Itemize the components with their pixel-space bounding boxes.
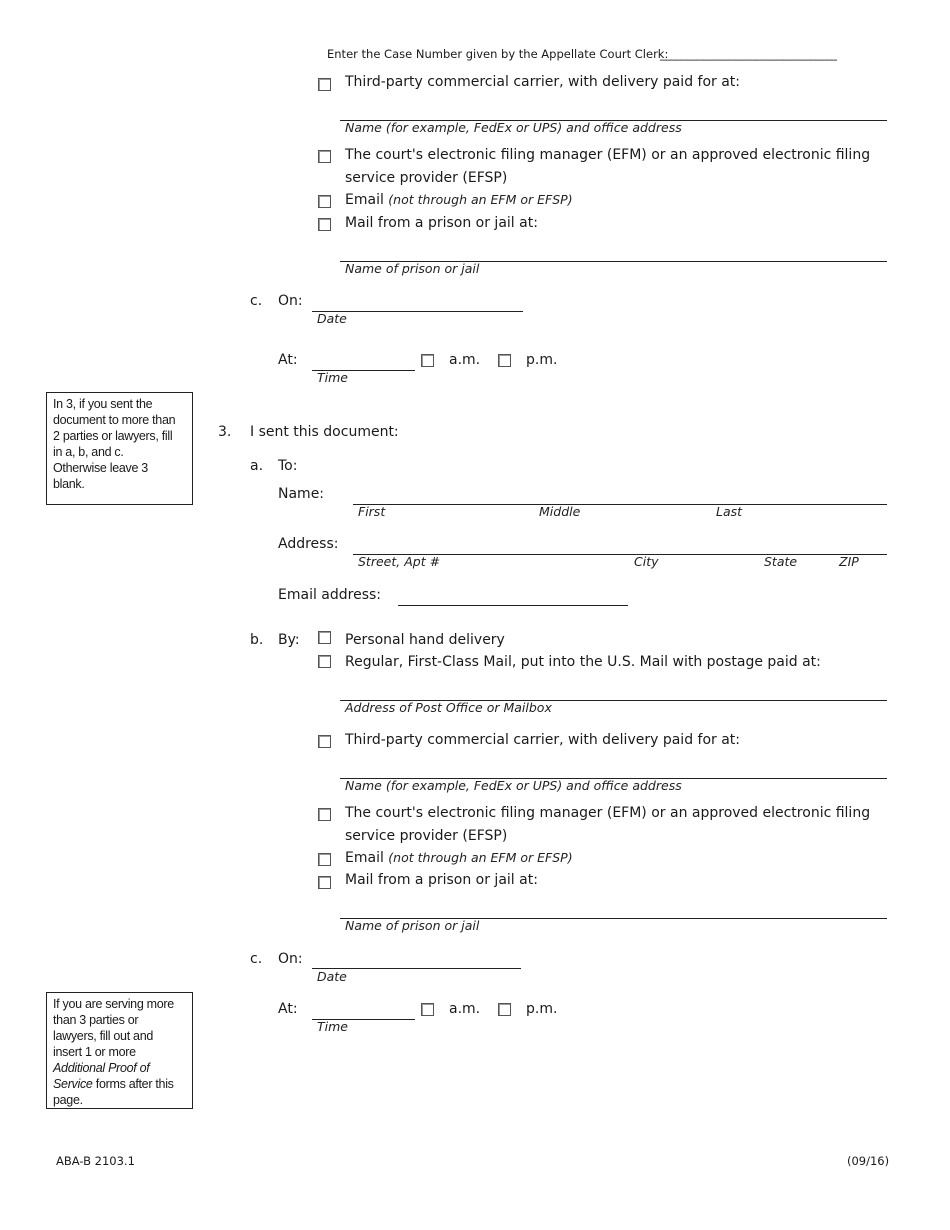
item-b-letter: b. [250, 632, 264, 648]
name-label: Name: [278, 486, 325, 502]
item-c-letter: c. [250, 293, 263, 309]
time-caption: Time [317, 370, 348, 385]
case-number-field[interactable]: _________________________________ [660, 47, 837, 61]
item-a-letter: a. [250, 458, 264, 474]
note-line: If you are serving more [53, 997, 174, 1011]
date-caption: Date [317, 969, 347, 984]
prison-checkbox[interactable] [318, 876, 331, 889]
form-revision: (09/16) [847, 1154, 890, 1168]
note-line: In 3, if you sent the [53, 397, 153, 411]
efm-label-line1: The court's electronic filing manager (EFM) or an approved electronic filing [345, 805, 871, 821]
am-label: a.m. [449, 1001, 481, 1017]
am-checkbox[interactable] [421, 1003, 434, 1016]
note-line [53, 1076, 188, 1092]
email-word: Email [345, 850, 384, 866]
section-title: I sent this document: [250, 424, 399, 440]
on-label: On: [278, 951, 303, 967]
efm-label-line1: The court's electronic filing manager (EFM) or an approved electronic filing [345, 147, 871, 163]
at-label: At: [278, 352, 298, 368]
note-line: Additional Proof of [53, 1061, 150, 1075]
email-checkbox[interactable] [318, 853, 331, 866]
note-italic: Service [53, 1077, 93, 1091]
state-caption: State [764, 554, 798, 569]
by-label: By: [278, 632, 300, 648]
pm-label: p.m. [526, 352, 558, 368]
am-label: a.m. [449, 352, 481, 368]
note-line: blank. [53, 477, 85, 491]
item-c-letter: c. [250, 951, 263, 967]
at-label: At: [278, 1001, 298, 1017]
hand-delivery-checkbox[interactable] [318, 631, 331, 644]
note-tail: forms after this [92, 1077, 174, 1091]
city-caption: City [634, 554, 659, 569]
address-label: Address: [278, 536, 339, 552]
am-checkbox[interactable] [421, 354, 434, 367]
email-label [345, 192, 573, 208]
email-address-line[interactable] [398, 605, 628, 606]
prison-label: Mail from a prison or jail at: [345, 215, 538, 231]
to-label: To: [278, 458, 298, 474]
email-address-label: Email address: [278, 587, 382, 603]
note-line: 2 parties or lawyers, fill [53, 429, 173, 443]
case-number-label: Enter the Case Number given by the Appellate Court Clerk: [327, 47, 669, 61]
name-line[interactable] [353, 504, 887, 505]
prison-caption: Name of prison or jail [345, 261, 480, 276]
note-line: lawyers, fill out and [53, 1029, 153, 1043]
on-label: On: [278, 293, 303, 309]
note-line: page. [53, 1093, 83, 1107]
email-label [345, 850, 573, 866]
mail-checkbox[interactable] [318, 655, 331, 668]
carrier-label: Third-party commercial carrier, with delivery paid for at: [345, 732, 741, 748]
email-word: Email [345, 192, 384, 208]
mail-caption: Address of Post Office or Mailbox [345, 700, 552, 715]
carrier-checkbox[interactable] [318, 735, 331, 748]
prison-label: Mail from a prison or jail at: [345, 872, 538, 888]
zip-caption: ZIP [839, 554, 859, 569]
side-note-instructions [46, 392, 193, 505]
efm-checkbox[interactable] [318, 808, 331, 821]
hand-delivery-label: Personal hand delivery [345, 632, 505, 648]
name-first-caption: First [358, 504, 386, 519]
email-checkbox[interactable] [318, 195, 331, 208]
time-caption: Time [317, 1019, 348, 1034]
email-note: (not through an EFM or EFSP) [388, 850, 573, 865]
mail-label: Regular, First-Class Mail, put into the U.S. Mail with postage paid at: [345, 654, 821, 670]
section-number: 3. [218, 424, 232, 440]
carrier-caption: Name (for example, FedEx or UPS) and office address [345, 778, 682, 793]
prison-caption: Name of prison or jail [345, 918, 480, 933]
note-line: than 3 parties or [53, 1013, 139, 1027]
efm-label-line2: service provider (EFSP) [345, 170, 508, 186]
name-last-caption: Last [716, 504, 743, 519]
street-caption: Street, Apt # [358, 554, 441, 569]
carrier-label: Third-party commercial carrier, with delivery paid for at: [345, 74, 741, 90]
carrier-checkbox[interactable] [318, 78, 331, 91]
email-note: (not through an EFM or EFSP) [388, 192, 573, 207]
prison-checkbox[interactable] [318, 218, 331, 231]
pm-checkbox[interactable] [498, 1003, 511, 1016]
note-line: in a, b, and c. [53, 445, 124, 459]
note-line: document to more than [53, 413, 176, 427]
side-note-additional-service [46, 992, 193, 1109]
carrier-caption: Name (for example, FedEx or UPS) and office address [345, 120, 682, 135]
efm-checkbox[interactable] [318, 150, 331, 163]
note-line: Otherwise leave 3 [53, 461, 148, 475]
efm-label-line2: service provider (EFSP) [345, 828, 508, 844]
name-middle-caption: Middle [539, 504, 581, 519]
date-caption: Date [317, 311, 347, 326]
pm-label: p.m. [526, 1001, 558, 1017]
note-line: insert 1 or more [53, 1045, 136, 1059]
form-id: ABA-B 2103.1 [56, 1154, 135, 1168]
pm-checkbox[interactable] [498, 354, 511, 367]
